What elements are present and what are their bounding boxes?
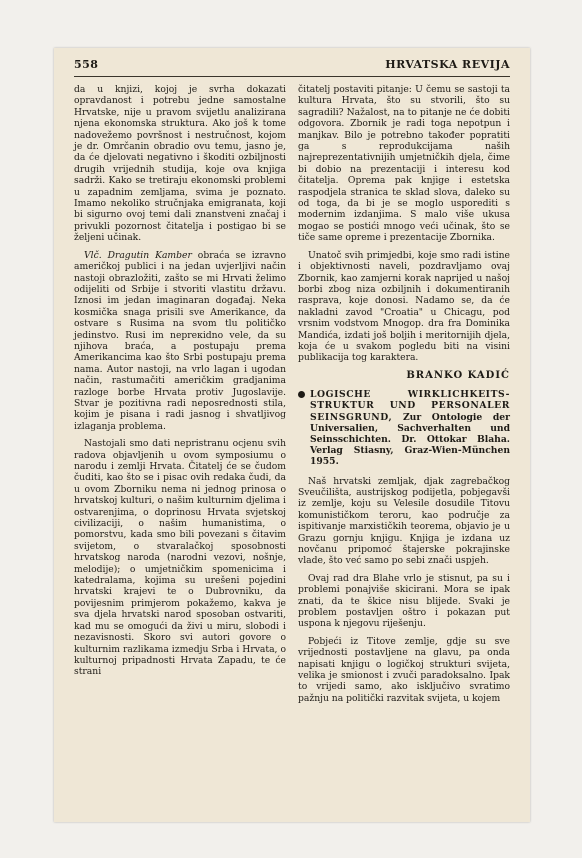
right-column: [298, 84, 510, 710]
paragraph: Unatoč svih primjedbi, koje smo radi istine i objektivnosti naveli, pozdravljamo ovaj Zbornik, kao zamjerni korak naprijed u našoj borbi zbog niza ozbiljnih i dokumentiranih rasprava, koje donosi. Nadamo se, da će nakladni zavod "Croatia" u Chicagu, pod vrsnim vodstvom Mnogop. dra fra Dominika Mandića, izdati još boljih i meritornijih djela, koja će u svakom pogledu biti na visini publikacija tog karaktera.: [298, 249, 510, 364]
paragraph: Nastojali smo dati nepristranu ocjenu svih radova objavljenih u ovom symposiumu o narodu i zemlji Hrvata. Čitatelj će se čudom čuditi, kao što se i pisac ovih redaka čudi, da u ovom Zborniku nema ni jednog prinosa o hrvatskoj kulturi, o našim kulturnim djelima i ostvarenjima, o doprinosu Hrvata svjetskoj civilizaciji, o našim humanistima, o pomorstvu, kada smo bili povezani s čitavim svijetom, o stvaralačkoj sposobnosti hrvatskog naroda (narodni vezovi, nošnje, melodije); o umjetničkim spomenicima i katedralama, kojima su urešeni pojedini hrvatski krajevi te o Dubrovniku, da povijesnim primjerom pokažemo, kakva je sva djela hrvatski narod sposoban ostvariti, kad mu se omogući da živi u miru, slobodi i nezavisnosti. Skoro svi autori govore o kulturnim razlikama izmedju Srba i Hrvata, o kulturnoj pripadnosti Hrvata Zapadu, te će strani: [74, 438, 286, 678]
review-heading-text: [310, 389, 510, 467]
paragraph: Ovaj rad dra Blahe vrlo je stisnut, pa su i problemi ponajviše skicirani. Mora se ipak znati, da te škice nisu blijede. Svaki je problem postavljen oštro i pokazan put uspona k njegovu riješenju.: [298, 572, 510, 630]
book-title: LOGISCHE WIRKLICHKEITS-STRUKTUR UND PERSONALER SEINSGRUND,: [310, 389, 510, 423]
author-signature: BRANKO KADIĆ: [406, 369, 510, 381]
left-column: [74, 84, 286, 684]
journal-page: [54, 48, 530, 822]
header-rule: [74, 76, 510, 77]
journal-title: HRVATSKA REVIJA: [385, 58, 510, 71]
paragraph: Pobjeći iz Titove zemlje, gdje su sve vrijednosti postavljene na glavu, pa onda napisati knjigu o logičkoj strukturi svijeta, velika je smionost i zvuči paradoksalno. Ipak to vrijedi samo, ako isključivo svratimo pažnju na politički razvitak svijeta, u kojem: [298, 635, 510, 704]
author-name: Vlč. Dragutin Kamber: [84, 249, 192, 261]
paragraph: Naš hrvatski zemljak, djak zagrebačkog Sveučilišta, austrijskog podijetla, pobjegavši iz zemlje, koju su Velesile dosudile Titovu komunističkom teroru, kao područje za ispitivanje marxističkih teorema, objavio je u Grazu gornju knjigu. Knjiga je izdana uz novčanu pripomoć štajerske pokrajinske vlade, što već samo po sebi znači uspjeh.: [298, 475, 510, 567]
paragraph-text: obraća se izravno američkoj publici i na jedan uvjerljivi način nastoji obrazložiti, zašto se mi Hrvati želimo odijeliti od Srbije i stvoriti vlastitu državu. Iznosi im jedan imaginaran događaj. Neka kosmička snaga prisili sve Amerikance, da ostvare s Rusima na svom tlu političko jedinstvo. Rusi im nepreкidno vele, da su njihova braća, a postupaju prema Amerikancima kao što Srbi postupaju prema nama. Autor nastoji, na vrlo lagan i ugodan način, rastumačiti američkim gradjanima razloge borbe Hrvata protiv Jugoslavije. Stvar je pozitivna radi neposrednosti stila, kojim je pisana i radi jasnog i shvatljivog izlaganja problema.: [74, 249, 287, 432]
paragraph: čitatelj postaviti pitanje: U čemu se sastoji ta kultura Hrvata, što su stvorili, što su sagradili? Nažalost, na to pitanje ne će dobiti odgovora. Zbornik je radi toga nepotpun i manjkav. Bilo je potrebno također popratiti ga s reprodukcijama naših najreprezentativnijih umjetničkih djela, čime bi dobio na prezentaciji i interesu kod čitatelja. Oprema pak knjige i estetska raspodjela stranica te sklad slova, daleko su od toga, da bi je se moglo usporediti s modernim izdanjima. S malo više ukusa mogao se postići mnogo veći učinak, što se tiče same opreme i prezentacije Zbornika.: [298, 84, 510, 244]
paragraph: [74, 250, 286, 433]
paragraph: da u knjizi, kojoj je svrha dokazati opravdanost i potrebu jedne samostalne Hrvatske, nije u pravom svijetlu analizirana njena ekonomska struktura. Ako još k tome nadovežemo površnost i nestručnost, kojom je dr. Omrčanin obradio ovu temu, jasno je, da će djelovati negativno i škoditi ozbiljnosti drugih vrijednih studija, koje ova knjiga sadrži. Kako se tretiraju ekonomski problemi u zapadnim zemljama, svima je poznato. Imamo nekoliko stručnjaka emigranata, koji bi sigurno ovoj temi dali znanstveni značaj i privukli pozornost čitatelja i postigao bi se željeni učinak.: [74, 84, 286, 244]
book-details: Zur Ontologie der Universalien, Sachverhalten und Seinsschichten. Dr. Ottokar Blaha. Verlag Stiasny, Graz-Wien-München 1955.: [310, 411, 510, 468]
book-review-heading: [298, 389, 510, 467]
page-header: [74, 58, 510, 74]
page-number: 558: [74, 58, 99, 71]
bullet-icon: [298, 391, 305, 398]
